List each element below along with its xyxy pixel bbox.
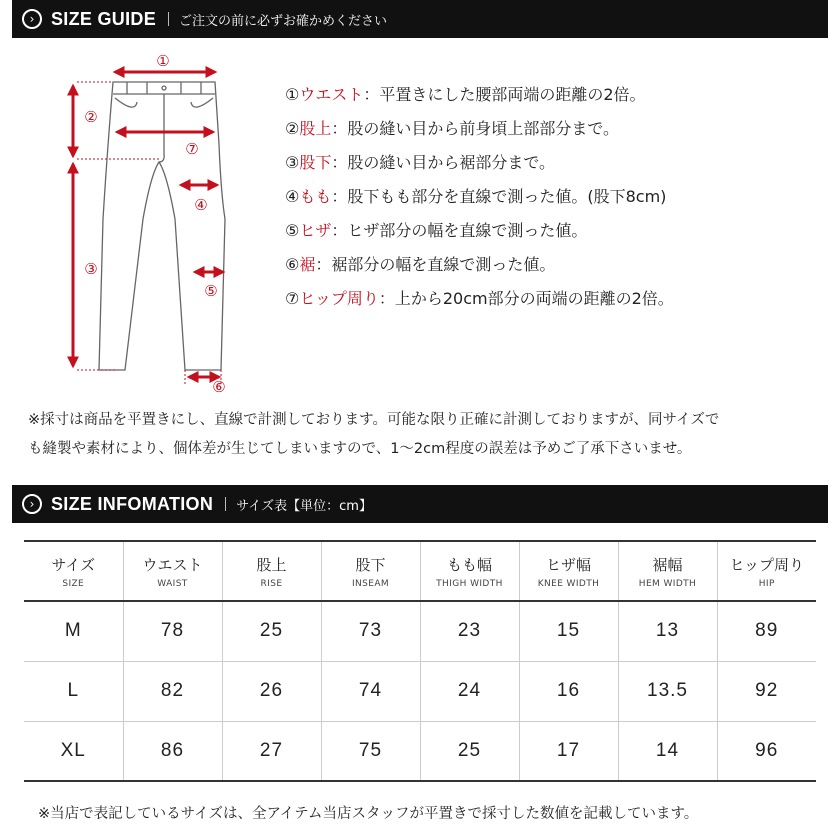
table-cell: 14	[618, 721, 717, 781]
chevron-circle-icon: ›	[22, 494, 42, 514]
marker-2: ②	[84, 108, 98, 126]
column-header-hem: 裾幅 HEM WIDTH	[618, 541, 717, 601]
table-cell: XL	[24, 721, 123, 781]
table-cell: 78	[123, 601, 222, 661]
definition-waist: ①ウエスト：平置きにした腰部両端の距離の2倍。	[285, 85, 646, 104]
header-divider	[225, 497, 226, 511]
table-cell: 89	[755, 620, 779, 642]
table-cell: 25	[420, 721, 519, 781]
table-cell: 13	[618, 601, 717, 661]
column-header-inseam: 股下 INSEAM	[321, 541, 420, 601]
table-cell: 74	[321, 661, 420, 721]
measurement-note-line-2: も縫製や素材により、個体差が生じてしまいますので、1〜2cm程度の誤差は予めご了承下さいませ。	[28, 441, 692, 457]
header-divider	[168, 12, 169, 26]
column-header-hip: ヒップ周り HIP	[729, 555, 805, 589]
size-table	[24, 540, 816, 782]
table-cell: M	[24, 601, 123, 661]
marker-7: ⑦	[185, 140, 199, 158]
column-header-thigh: もも幅 THIGH WIDTH	[420, 541, 519, 601]
definition-knee: ⑤ヒザ：ヒザ部分の幅を直線で測った値。	[285, 221, 588, 240]
marker-1: ①	[156, 52, 170, 70]
measurement-definitions	[285, 82, 825, 320]
column-header-size: サイズ SIZE	[24, 541, 123, 601]
column-header-waist: ウエスト WAIST	[123, 541, 222, 601]
definition-rise: ②股上：股の縫い目から前身頃上部部分まで。	[285, 119, 620, 138]
table-cell: 17	[519, 721, 618, 781]
table-cell: 27	[222, 721, 321, 781]
table-cell: 73	[321, 601, 420, 661]
size-guide-header	[12, 0, 828, 38]
measurement-note-line-1: ※採寸は商品を平置きにし、直線で計測しております。可能な限り正確に計測しておりますが、同サイズで	[28, 412, 720, 428]
marker-6: ⑥	[212, 378, 226, 396]
table-cell: 16	[519, 661, 618, 721]
table-cell: L	[24, 661, 123, 721]
marker-3: ③	[84, 260, 98, 278]
table-cell: 96	[755, 739, 779, 761]
definition-inseam: ③股下：股の縫い目から裾部分まで。	[285, 153, 556, 172]
pants-outline	[99, 82, 225, 370]
table-cell: 92	[755, 680, 779, 701]
table-header-row	[24, 541, 816, 601]
table-cell: 24	[420, 661, 519, 721]
definition-thigh: ④もも：股下もも部分を直線で測った値。(股下8cm)	[285, 187, 667, 206]
definition-hip: ⑦ヒップ周り：上から20cm部分の両端の距離の2倍。	[285, 289, 674, 308]
size-info-header	[12, 485, 828, 523]
table-cell: 82	[123, 661, 222, 721]
marker-5: ⑤	[204, 282, 218, 300]
column-header-knee: ヒザ幅 KNEE WIDTH	[519, 541, 618, 601]
column-header-rise: 股上 RISE	[222, 541, 321, 601]
table-cell: 25	[222, 601, 321, 661]
table-row	[24, 661, 816, 721]
marker-4: ④	[194, 196, 208, 214]
table-cell: 86	[123, 721, 222, 781]
table-cell: 13.5	[618, 661, 717, 721]
size-info-subtitle: サイズ表【単位：cm】	[236, 498, 372, 514]
measurement-note	[28, 406, 828, 464]
chevron-circle-icon: ›	[22, 9, 42, 29]
table-row	[24, 721, 816, 781]
table-cell: 23	[420, 601, 519, 661]
size-footer-note: ※当店で表記しているサイズは、全アイテム当店スタッフが平置きで採寸した数値を記載しています。	[38, 806, 699, 822]
pants-measurement-diagram	[55, 44, 265, 400]
table-cell: 75	[321, 721, 420, 781]
size-info-title: SIZE INFOMATION	[51, 493, 214, 514]
size-guide-title: SIZE GUIDE	[51, 8, 157, 29]
table-cell: 26	[222, 661, 321, 721]
definition-hem: ⑥裾：裾部分の幅を直線で測った値。	[285, 255, 556, 274]
table-cell: 15	[519, 601, 618, 661]
table-row	[24, 601, 816, 661]
size-guide-subtitle: ご注文の前に必ずお確かめください	[179, 13, 388, 29]
